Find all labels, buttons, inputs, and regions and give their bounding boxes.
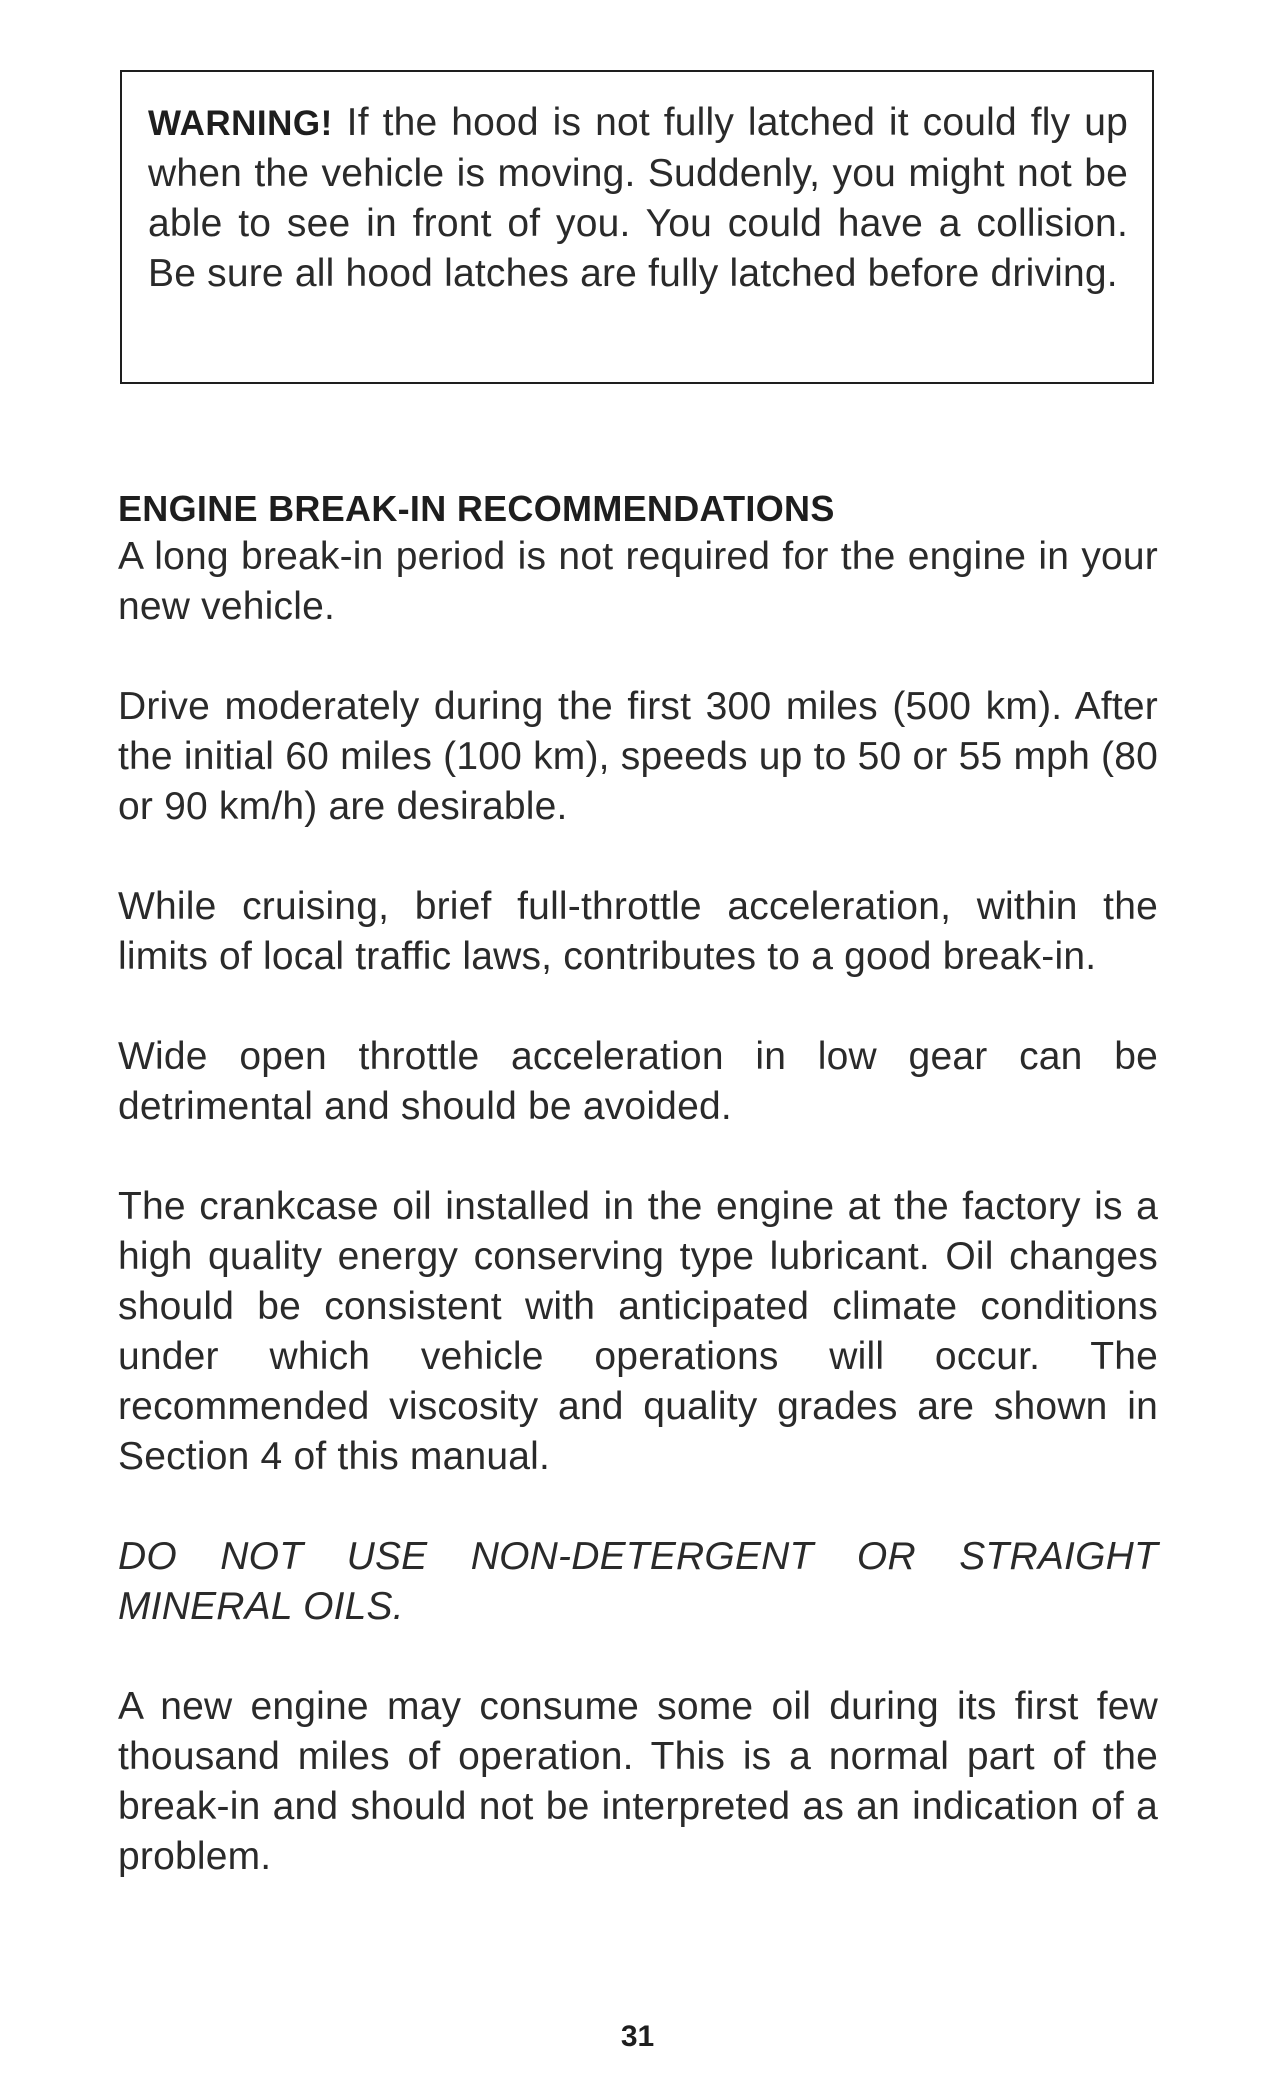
break-in-section: [118, 486, 1158, 1882]
paragraph-cruising: While cruising, brief full-throttle acceleration, within the limits of local traffic laws, contributes to a good break-in.: [118, 885, 1158, 978]
hood-warning-box: [120, 70, 1154, 384]
warning-paragraph: [148, 98, 1128, 299]
paragraph-break-in-period: A long break-in period is not required for the engine in your new vehicle.: [118, 535, 1158, 628]
paragraph-crankcase-oil: The crankcase oil installed in the engine at the factory is a high quality energy conserving type lubricant. Oil changes should be consistent with anticipated climate conditions under which vehicle operations will occur. The recommended viscosity and quality grades are shown in Section 4 of this manual.: [118, 1185, 1158, 1478]
section-heading: ENGINE BREAK-IN RECOMMENDATIONS: [118, 488, 835, 529]
page-number: 31: [620, 2020, 655, 2053]
warning-body: If the hood is not fully latched it could fly up when the vehicle is moving. Suddenly, you might not be able to see in front of you. You could have a collision. Be sure all hood latches are fully latched before driving.: [148, 101, 1128, 295]
paragraph-oil-consumption: A new engine may consume some oil during its first few thousand miles of operation. This is a normal part of the break-in and should not be interpreted as an indication of a problem.: [118, 1685, 1158, 1878]
warning-label: WARNING!: [148, 104, 333, 143]
paragraph-drive-moderately: Drive moderately during the first 300 miles (500 km). After the initial 60 miles (100 km), speeds up to 50 or 55 mph (80 or 90 km/h) are desirable.: [118, 685, 1158, 828]
paragraph-oil-caution: DO NOT USE NON-DETERGENT OR STRAIGHT MINERAL OILS.: [118, 1535, 1158, 1628]
paragraph-wide-open-throttle: Wide open throttle acceleration in low gear can be detrimental and should be avoided.: [118, 1035, 1158, 1128]
